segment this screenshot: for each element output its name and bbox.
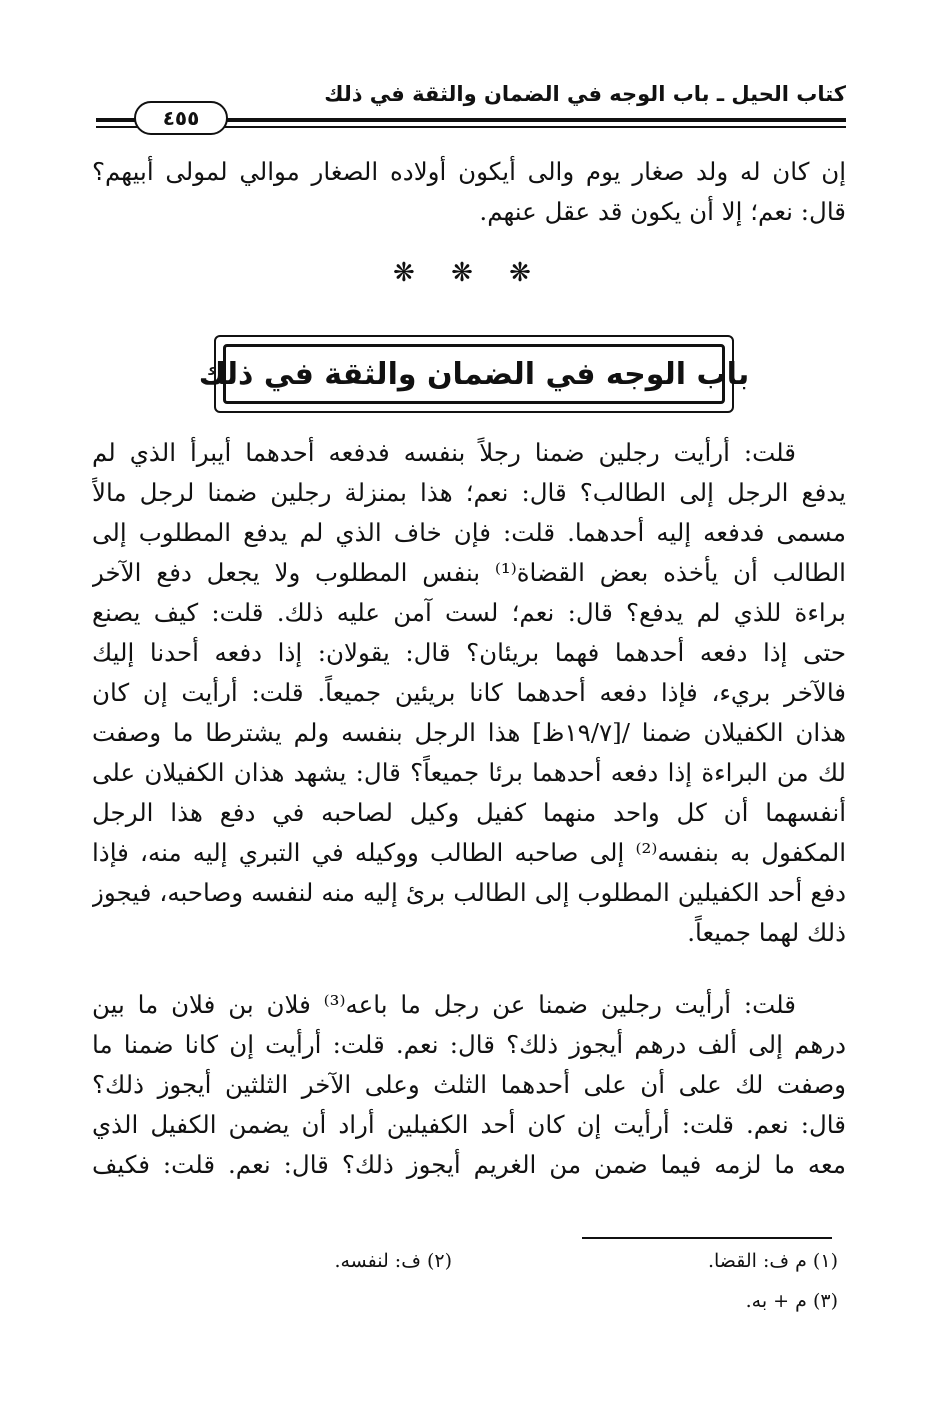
- chapter-title-inner-frame: [198, 344, 750, 404]
- intro-line: قال: نعم؛ إلا أن يكون قد عقل عنهم.: [479, 197, 846, 226]
- intro-line: إن كان له ولد صغار يوم والى أيكون أولاده الصغار موالي لمولى أبيهم؟: [92, 157, 846, 186]
- page-number-badge: [134, 101, 228, 135]
- chapter-title-frame: [198, 335, 750, 413]
- paragraph-line: قال: نعم. قلت: أرأيت إن كان أحد الكفيلين أراد أن يضمن الكفيل الذي: [92, 1110, 846, 1139]
- paragraph-line: درهم إلى ألف درهم أيجوز ذلك؟ قال: نعم. قلت: أرأيت إن كانا ضمنا ما: [92, 1030, 846, 1059]
- paragraph-line: مسمى فدفعه إليه أحدهما. قلت: فإن خاف الذي لم يدفع المطلوب إلى: [92, 518, 846, 547]
- paragraph-line: حتى إذا دفعه أحدهما فهما بريئان؟ قال: يقولان: إذا دفعه أحدنا إليك: [92, 638, 846, 667]
- paragraph-line: دفع أحد الكفيلين المطلوب إلى الطالب برئ إليه منه لنفسه وصاحبه، فيجوز: [92, 878, 846, 907]
- section-ornament: ❋ ❋ ❋: [393, 258, 545, 288]
- paragraph-line: يدفع الرجل إلى الطالب؟ قال: نعم؛ هذا بمنزلة رجلين ضمنا لرجل مالاً: [92, 478, 846, 507]
- page-number: ٤٥٥: [162, 106, 200, 130]
- paragraph-line: ذلك لهما جميعاً.: [687, 918, 846, 947]
- paragraph-line: الطالب أن يأخذه بعض القضاة⁽¹⁾ بنفس المطلوب ولا يجعل دفع الآخر: [92, 558, 846, 587]
- footnote-1: (١) م ف: القضا.: [707, 1250, 838, 1272]
- paragraph-line: براءة للذي لم يدفع؟ قال: نعم؛ لست آمن عليه ذلك. قلت: كيف يصنع: [92, 598, 846, 627]
- running-header-title: كتاب الحيل ـ باب الوجه في الضمان والثقة في ذلك: [324, 82, 846, 106]
- paragraph-line: قلت: أرأيت رجلين ضمنا عن رجل ما باعه⁽³⁾ فلان بن فلان ما بين: [92, 990, 796, 1019]
- paragraph-line: المكفول به بنفسه⁽²⁾ إلى صاحبه الطالب ووكيله في التبري إليه منه، فإذا: [92, 838, 846, 867]
- paragraph-line: أنفسهما أن كل واحد منهما كفيل وكيل لصاحبه في دفع هذا الرجل: [92, 798, 846, 827]
- paragraph-line: لك من البراءة إذا دفعه أحدهما برئا جميعاً؟ قال: يشهد هذان الكفيلان على: [92, 758, 846, 787]
- footnote-2: (٢) ف: لنفسه.: [334, 1250, 452, 1272]
- paragraph-line: هذان الكفيلان ضمنا /[١٩/٧ظ] هذا الرجل بنفسه ولم يشترطا ما وصفت: [92, 718, 846, 747]
- chapter-title: باب الوجه في الضمان والثقة في ذلك: [198, 356, 750, 392]
- paragraph-line: معه ما لزمه فيما ضمن من الغريم أيجوز ذلك؟ قال: نعم. قلت: فكيف: [92, 1150, 846, 1179]
- paragraph-line: قلت: أرأيت رجلين ضمنا رجلاً بنفسه فدفعه أحدهما أيبرأ الذي لم: [92, 438, 796, 467]
- paragraph-line: فالآخر بريء، فإذا دفعه أحدهما كانا بريئين جميعاً. قلت: أرأيت إن كان: [92, 678, 846, 707]
- footnote-separator: [582, 1237, 832, 1239]
- paragraph-line: وصفت لك على أن على أحدهما الثلث وعلى الآخر الثلثين أيجوز ذلك؟: [92, 1070, 846, 1099]
- footnote-3: (٣) م + به.: [745, 1290, 838, 1312]
